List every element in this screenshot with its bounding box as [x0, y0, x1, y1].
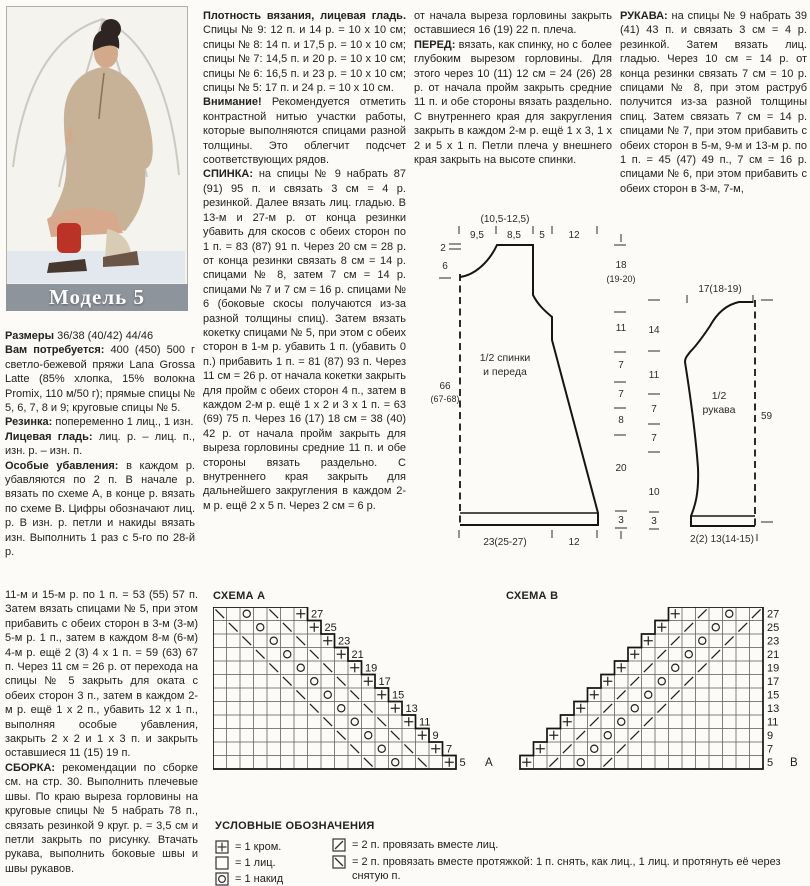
sleeve-length-label: 59 — [761, 411, 773, 422]
back-armhole-width-label: 5 — [539, 230, 545, 241]
sleeve-lower-height-label: 10 — [648, 487, 660, 498]
svg-text:11: 11 — [767, 716, 779, 729]
legend-label: = 2 п. провязать вместе лиц. — [352, 839, 499, 851]
paragraph-special-decreases — [5, 459, 195, 560]
svg-text:27: 27 — [311, 608, 324, 621]
svg-text:15: 15 — [392, 689, 405, 702]
slip-knit-pass-icon — [332, 855, 346, 869]
sleeve-cuff-width-label: 2(2) 13(14-15) — [690, 534, 754, 545]
back-neck-depth-label: 6 — [442, 261, 448, 272]
back-hem-side-label: 12 — [568, 537, 580, 548]
svg-text:11: 11 — [419, 716, 431, 729]
model-photo — [6, 6, 188, 286]
legend-item-ssk — [332, 855, 784, 883]
legend-label: = 1 лиц. — [235, 857, 276, 869]
stitch-chart-b — [506, 607, 806, 777]
svg-text:15: 15 — [767, 689, 780, 702]
knit2together-icon — [332, 838, 346, 852]
column-front — [414, 9, 612, 167]
para-text: на спицы № 9 набрать 39 (41) 43 п. и связать 3 см = 4 р. резинкой. Затем вязать лиц. гладью. Через 10 см = 14 р. от конца резинки связать 7 см = 10 р. спицами № 8, при этом раструб получится из-за разной толщины спиц. Затем связать 7 см = 14 р. спицами № 7, при этом прибавить с обеих сторон в 5-м, 9-м и 13-м р. по 1 п. = 45 (47) 49 п., 7 см = 16 р. спицами № 6, при этом прибавить с обеих сторон в 3-м, 7-м, — [620, 10, 807, 195]
legend-label: = 2 п. провязать вместе протяжкой: 1 п. снять, как лиц., 1 лиц. и протянуть её через снятую п. — [352, 856, 781, 882]
svg-text:23: 23 — [338, 635, 351, 648]
yarn-over-icon — [215, 872, 229, 886]
sleeve-cap-height-label: 14 — [648, 325, 660, 336]
sleeve-upper-height-label: 11 — [648, 370, 660, 381]
back-front-schematic — [430, 214, 635, 548]
knit-stitch-icon — [215, 856, 229, 870]
para-text: рекомендации по сборке см. на стр. 30. Выполнить плечевые швы. По краю выреза горловины на круговые спицы № 5 набрать 78 п., связать резинкой 9 круг. р. = 3,5 см и петли закрыть по рисунку. Втачать рукава, выполнить боковые швы и швы рукавов. — [5, 761, 198, 875]
sleeve-rib-height-label: 3 — [651, 516, 657, 527]
back-piece-label-1: 1/2 спинки — [479, 352, 531, 364]
paragraph-materials — [5, 343, 195, 415]
sleeve-mid2-height-label: 7 — [651, 433, 657, 444]
chart-b-title: СХЕМА B — [506, 590, 559, 602]
back-needle7-height-label: 7 — [618, 389, 624, 400]
para-text: на спицы № 9 набрать 87 (91) 95 п. и связать 3 см = 4 р. резинкой. Далее вязать лиц. гладью. В 13-м и 27-м р. от конца резинки убавить для скосов с обеих сторон по 1 п. = 83 (87) 91 п. Через 20 см = 28 р. от конца резинки связать 8 см = 14 р. спицами № 8, затем 7 см = 14 р. спицами № 7 и 7 см = 16 р. спицами № 6 (боковые скосы получаются из-за разной толщины спиц). Затем вязать кокетку спицами № 5, при этом с обеих сторон в 1-м р. убавить 1 п. (убавить 0 п.) прибавить 1 п. = 81 (87) 93 п. Через 11 см = 26 р. от начала кокетки закрыть для пройм с обеих сторон 4 п., затем в каждом 2-м р. ещё 1 x 2 и 3 x 1 п. = 63 (69) 75 п. Через 16 (17) 18 см = 38 (40) 42 р. от начала пройм закрыть для выреза горловины средние 11 п. и обе стороны вязать раздельно. С внутреннего края закрыть для дальнейшего закругления в каждом 2-м р. ещё 2 x 5 п. Через 2 см = 6 р. — [203, 168, 406, 512]
paragraph-rib — [5, 415, 195, 429]
paragraph-sleeves — [620, 9, 807, 196]
para-lead: РУКАВА: — [620, 10, 668, 22]
paragraph-assembly — [5, 761, 198, 876]
back-length-paren-label: (67-68) — [430, 394, 460, 404]
svg-text:19: 19 — [365, 662, 378, 675]
svg-text:13: 13 — [767, 703, 780, 716]
back-hem-width-label: 23(25-27) — [483, 537, 527, 548]
back-yoke-height-label: 11 — [615, 323, 627, 334]
back-armhole-height-label: 18 — [615, 260, 627, 271]
column-sleeves — [620, 9, 807, 196]
para-text: Рекомендуется отметить контрастной нитью участки работы, которые выполняются спицами разной толщины. Это облегчит подсчет соответствующих рядов. — [203, 96, 406, 167]
model-photo-illustration — [7, 7, 185, 283]
paragraph-sleeve-end — [5, 588, 198, 761]
para-text: от начала выреза горловины закрыть оставшиеся 16 (19) 22 п. плеча. — [414, 10, 612, 37]
model-caption: Модель 5 — [6, 284, 188, 311]
paragraph-attention — [203, 95, 406, 167]
column-gauge-back — [203, 9, 406, 513]
paragraph-stockinette — [5, 430, 195, 459]
svg-text:B: B — [790, 757, 798, 770]
legend-label: = 1 кром. — [235, 841, 282, 853]
back-top-paren-label: (10,5-12,5) — [480, 214, 530, 225]
para-text: попеременно 1 лиц., 1 изн. — [52, 416, 194, 429]
para-lead: СБОРКА: — [5, 761, 56, 774]
paragraph-back-end — [414, 9, 612, 38]
chart-a-title: СХЕМА A — [213, 590, 266, 602]
para-text: 36/38 (40/42) 44/46 — [54, 330, 154, 342]
svg-text:21: 21 — [351, 649, 364, 662]
svg-text:19: 19 — [767, 662, 780, 675]
paragraph-back — [203, 167, 406, 513]
legend-item-yarnover — [215, 872, 283, 886]
svg-text:9: 9 — [767, 730, 774, 743]
sleeve-piece-label-1: 1/2 — [711, 390, 727, 402]
svg-text:13: 13 — [405, 703, 418, 716]
para-lead: Особые убавления: — [5, 459, 119, 472]
back-armhole-height-paren-label: (19-20) — [606, 274, 636, 284]
svg-text:5: 5 — [767, 757, 774, 770]
floor — [7, 251, 185, 283]
svg-text:21: 21 — [767, 649, 780, 662]
para-lead: Лицевая гладь: — [5, 430, 93, 443]
legend-item-knit — [215, 856, 276, 870]
para-lead: Размеры — [5, 330, 55, 342]
para-text: Спицы № 9: 12 п. и 14 р. = 10 x 10 см; спицы № 8: 14 п. и 17,5 р. = 10 x 10 см; спицы № 7: 14,5 п. и 20 р. = 10 x 10 см; спицы № 6: 16,5 п. и 23 р. = 10 x 10 см; спицы № 5: 17 п. и 24 р. = 10 x 10 см. — [203, 24, 406, 95]
svg-text:17: 17 — [378, 676, 391, 689]
svg-text:23: 23 — [767, 635, 780, 648]
para-lead: СПИНКА: — [203, 168, 254, 181]
back-top-side-label: 12 — [568, 230, 580, 241]
sleeve-schematic — [648, 284, 773, 545]
legend-label: = 1 накид — [235, 873, 284, 885]
back-needle8-height-label: 8 — [618, 415, 624, 426]
garment-schematics — [405, 200, 810, 585]
svg-text:5: 5 — [459, 757, 466, 770]
para-text: в каждом р. убавляются по 2 п. В начале р. вязать по схеме А, в конце р. вязать по схеме В. Цифры обозначают лиц. р. В изн. р. петли и накиды вязать изн. Выполнить 1 раз с 5-го по 28-й р. — [5, 459, 195, 559]
legend-title: УСЛОВНЫЕ ОБОЗНАЧЕНИЯ — [215, 820, 375, 832]
paragraph-gauge — [203, 9, 406, 95]
sleeve-piece-label-2: рукава — [702, 404, 736, 416]
sleeve-mid-height-label: 7 — [651, 404, 657, 415]
back-shoulder-width-label: 8,5 — [507, 230, 521, 241]
svg-text:17: 17 — [767, 676, 780, 689]
paragraph-front — [414, 38, 612, 168]
legend-item-k2tog — [332, 838, 498, 852]
back-needle9-height-label: 20 — [615, 463, 627, 474]
back-needle6-height-label: 7 — [618, 360, 624, 371]
back-piece-label-2: и переда — [483, 366, 527, 378]
column-finishing — [5, 588, 198, 876]
back-rib-height-label: 3 — [618, 515, 624, 526]
para-text: вязать, как спинку, но с более глубоким вырезом горловины. Для этого через 10 (11) 12 см = 24 (26) 28 р. от начала пройм закрыть средние 11 п. и обе стороны вязать раздельно. С внутреннего края для закругления закрыть в каждом 2-м р. ещё 1 x 3, 1 x 2 и 5 x 1 п. Петли плеча у внешнего края закрыть на высоте спинки. — [414, 38, 612, 167]
para-lead: Вам потребуется: — [5, 344, 105, 357]
para-lead: ПЕРЕД: — [414, 38, 456, 51]
para-lead: Резинка: — [5, 416, 53, 429]
column-materials — [5, 329, 195, 560]
back-neck-width-label: 9,5 — [470, 230, 484, 241]
sleeve-top-width-label: 17(18-19) — [698, 284, 742, 295]
svg-text:7: 7 — [446, 743, 453, 756]
back-shoulder-rise-label: 2 — [440, 243, 446, 254]
para-lead: Внимание! — [203, 96, 262, 109]
para-lead: Плотность вязания, лицевая гладь. — [203, 10, 406, 22]
stitch-chart-a — [213, 607, 513, 777]
back-outline — [460, 245, 598, 525]
svg-text:27: 27 — [767, 608, 780, 621]
legend-item-selvedge — [215, 840, 281, 854]
svg-text:9: 9 — [432, 730, 439, 743]
svg-text:A: A — [485, 757, 493, 770]
paragraph-sizes — [5, 329, 195, 343]
svg-text:7: 7 — [767, 743, 774, 756]
selvedge-stitch-icon — [215, 840, 229, 854]
back-length-label: 66 — [439, 381, 451, 392]
svg-text:25: 25 — [324, 622, 337, 635]
para-text: 11-м и 15-м р. по 1 п. = 53 (55) 57 п. Затем вязать спицами № 5, при этом прибавить с обеих сторон в 3-м (3-м) 5-м р. 1 п., затем в каждом 8-м (6-м) 4-м р. ещё 2 (3) 4 x 1 п. = 59 (63) 67 п. Через 11 см = 26 р. от перехода на спицы № 5 закрыть для оката с обеих сторон 3 п., затем в каждом 2-м р. ещё 1 x 2 п., убавить 12 x 1 п., выполняя особые убавления, закрыть 2 x 2 и 1 x 3 п. и закрыть оставшиеся 11 (15) 19 п. — [5, 589, 198, 760]
svg-text:25: 25 — [767, 622, 780, 635]
para-text: 400 (450) 500 г светло-бежевой пряжи Lana Grossa Latte (85% хлопка, 15% волокна Promix, 110 м/50 г); прямые спицы № 5, 6, 7, 8 и 9; круговые спицы № 5. — [5, 344, 196, 415]
para-text: лиц. р. – лиц. п., изн. р. – изн. п. — [5, 430, 195, 458]
